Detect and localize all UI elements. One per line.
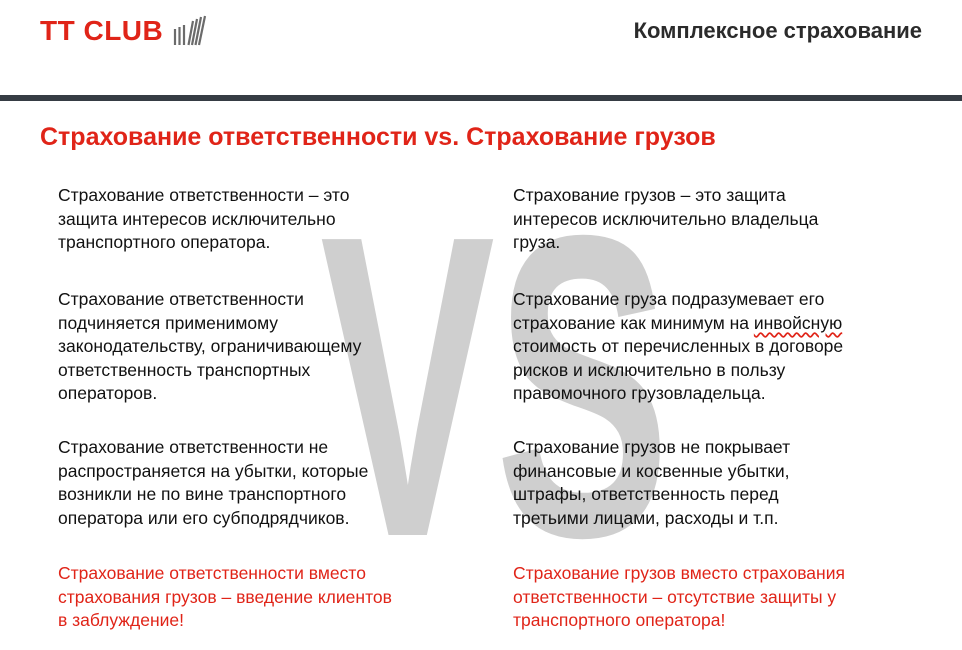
liability-warning: Страхование ответственности вместо страхования грузов – введение клиентов в заблуждение! — [58, 563, 392, 630]
vs-watermark-text: VS — [320, 190, 670, 550]
cargo-coverage-line2: страхование как минимум на — [513, 312, 754, 333]
cargo-coverage — [513, 288, 843, 406]
liability-exclusions: Страхование ответственности не распространяется на убытки, которые возникли не по вине транспортного оператора или его субподрядчиков. — [58, 437, 369, 528]
slide-title: Страхование ответственности vs. Страхование грузов — [40, 123, 716, 151]
cargo-coverage-rest: стоимость от перечисленных в договоре рисков и исключительно в пользу правомочного грузовладельца. — [513, 336, 844, 403]
spellcheck-underlined-word: инвойсную — [753, 312, 843, 333]
cargo-exclusions: Страхование грузов не покрывает финансовые и косвенные убытки, штрафы, ответственность перед третьими лицами, расходы и т.п. — [513, 437, 791, 528]
cargo-definition: Страхование грузов – это защита интересов исключительно владельца груза. — [513, 185, 819, 252]
header-divider — [0, 95, 962, 101]
header-title: Комплексное страхование — [633, 18, 922, 43]
cargo-coverage-line1: Страхование груза подразумевает его — [513, 289, 825, 309]
cargo-warning: Страхование грузов вместо страхования ответственности – отсутствие защиты у транспортного оператора! — [513, 563, 845, 630]
liability-definition: Страхование ответственности – это защита интересов исключительно транспортного оператора. — [58, 185, 350, 252]
logo-mark-icon — [171, 15, 207, 47]
logo — [40, 14, 207, 48]
liability-legislation: Страхование ответственности подчиняется применимому законодательству, ограничивающему ответственность транспортных операторов. — [58, 289, 362, 403]
logo-text: TT CLUB — [40, 15, 164, 46]
